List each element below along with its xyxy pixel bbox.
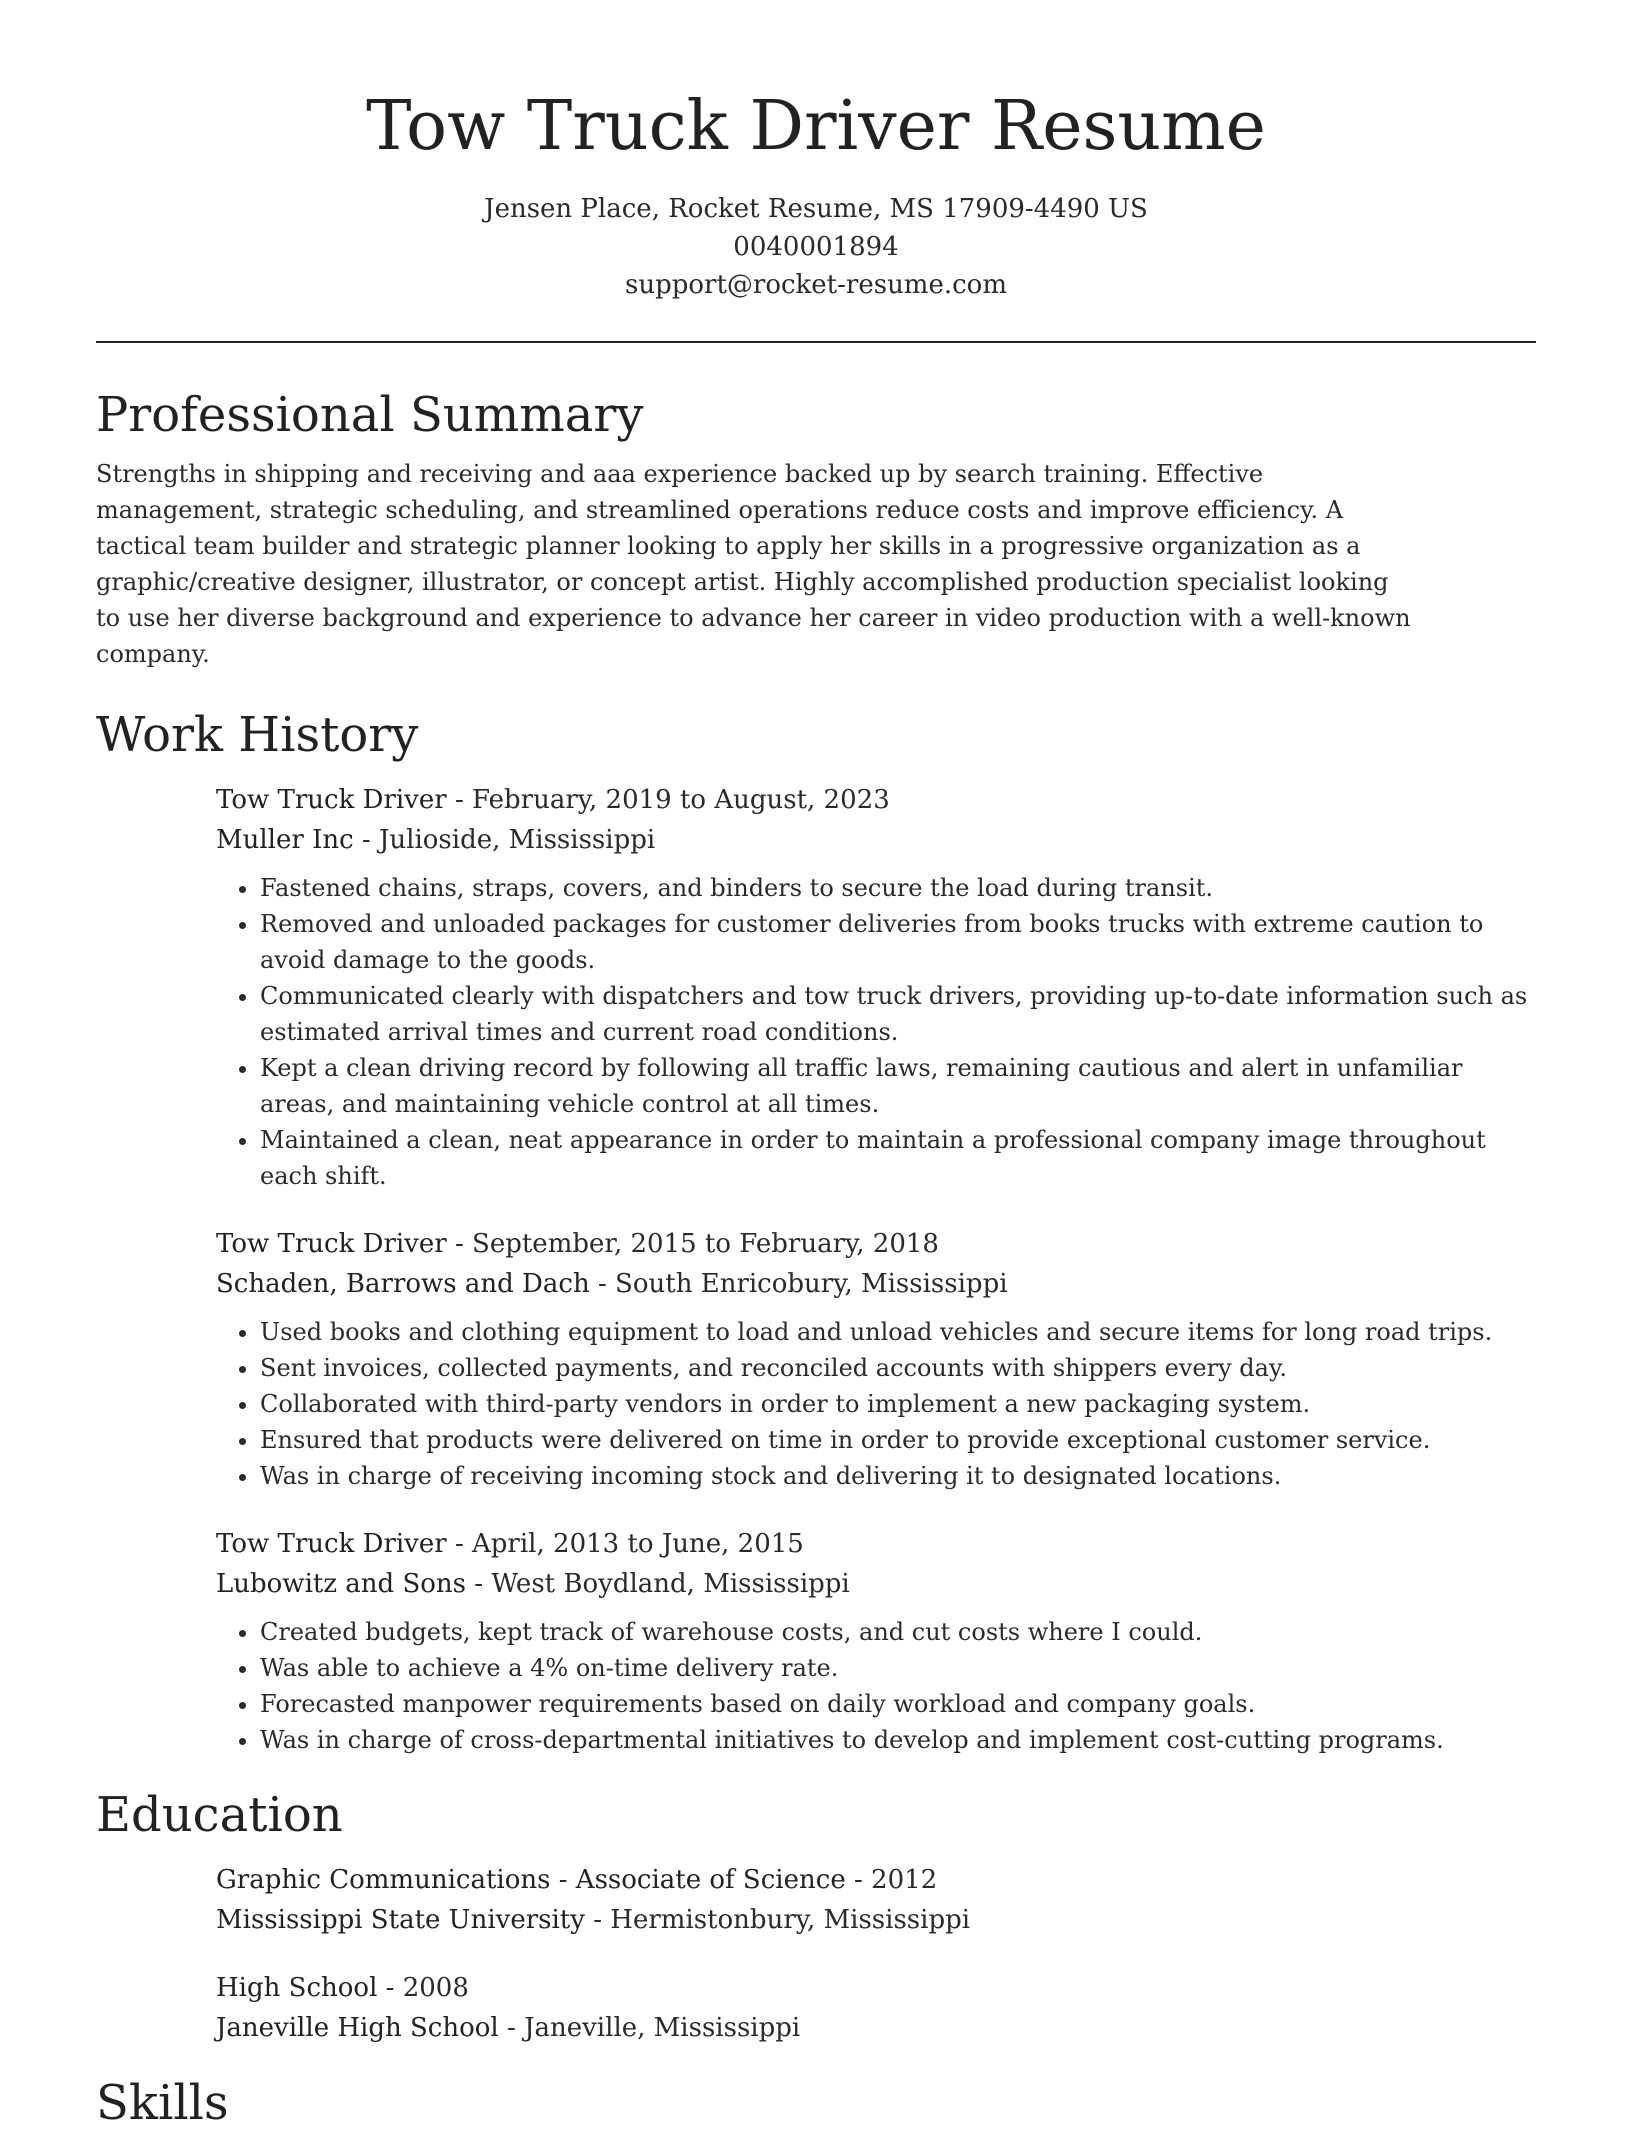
resume-header xyxy=(0,0,1632,304)
education-year: 2008 xyxy=(402,1973,469,2003)
separator: - xyxy=(550,1865,576,1895)
separator: - xyxy=(446,785,473,815)
job-company-line xyxy=(216,1264,1536,1304)
job-bullet: • Was in charge of receiving incoming stock and delivering it to designated locations. xyxy=(260,1458,1536,1494)
job-location: West Boydland, Mississippi xyxy=(491,1569,850,1599)
education-entry xyxy=(216,1860,1536,1940)
contact-address: Jensen Place, Rocket Resume, MS 17909-4490 US xyxy=(484,194,1148,224)
skills-heading: Skills xyxy=(96,2075,229,2131)
job-location: South Enricobury, Mississippi xyxy=(615,1269,1008,1299)
skills-section xyxy=(96,2066,1536,2140)
summary-text: Strengths in shipping and receiving and aaa experience backed up by search training. Effective management, strategic scheduling, and streamlined operations reduce costs and improve efficiency. A tactical team builder and strategic planner looking to apply her skills in a progressive organization as a graphic/creative designer, illustrator, or concept artist. Highly accomplished production specialist looking to use her diverse background and experience to advance her career in video production with a well-known company. xyxy=(96,460,1411,668)
separator: - xyxy=(589,1269,616,1299)
education-location: Janeville, Mississippi xyxy=(524,2013,801,2043)
job-company: Lubowitz and Sons xyxy=(216,1569,466,1599)
education-field: Graphic Communications xyxy=(216,1865,551,1895)
job-title-line xyxy=(216,1524,1536,1564)
education-degree-line xyxy=(216,1860,1536,1900)
summary-section xyxy=(96,378,1536,672)
separator: - xyxy=(377,1973,403,2003)
job-title: Tow Truck Driver xyxy=(216,1229,447,1259)
job-company: Schaden, Barrows and Dach xyxy=(216,1269,590,1299)
job-dates: September, 2015 to February, 2018 xyxy=(472,1229,939,1259)
header-divider xyxy=(96,341,1536,343)
education-school-line xyxy=(216,1900,1536,1940)
job-entry xyxy=(216,780,1536,1194)
job-bullet: • Was in charge of cross-departmental initiatives to develop and implement cost-cutting programs. xyxy=(260,1722,1536,1758)
education-year: 2012 xyxy=(871,1865,938,1895)
job-entry xyxy=(216,1524,1536,1758)
job-bullets xyxy=(216,1314,1536,1494)
resume-body xyxy=(96,378,1536,2140)
education-degree-line xyxy=(216,1968,1536,2008)
separator: - xyxy=(446,1229,473,1259)
separator: - xyxy=(353,825,379,855)
separator: - xyxy=(446,1529,473,1559)
job-location: Julioside, Mississippi xyxy=(378,825,656,855)
separator: - xyxy=(498,2013,525,2043)
job-bullet: • Was able to achieve a 4% on-time delivery rate. xyxy=(260,1650,1536,1686)
education-degree: Associate of Science xyxy=(575,1865,846,1895)
education-entry xyxy=(216,1968,1536,2048)
job-bullet: • Used books and clothing equipment to load and unload vehicles and secure items for long road trips. xyxy=(260,1314,1536,1350)
education-school: Janeville High School xyxy=(216,2013,499,2043)
job-dates: April, 2013 to June, 2015 xyxy=(472,1529,804,1559)
separator: - xyxy=(584,1905,611,1935)
education-heading: Education xyxy=(96,1787,343,1843)
education-school-line xyxy=(216,2008,1536,2048)
job-title-line xyxy=(216,780,1536,820)
job-title: Tow Truck Driver xyxy=(216,785,447,815)
job-company-line xyxy=(216,820,1536,860)
work-history-section xyxy=(96,698,1536,1758)
contact-block xyxy=(0,190,1632,304)
job-company: Muller Inc xyxy=(216,825,354,855)
job-bullet: • Removed and unloaded packages for customer deliveries from books trucks with extreme caution to avoid damage to the goods. xyxy=(260,906,1536,978)
job-bullet: • Forecasted manpower requirements based on daily workload and company goals. xyxy=(260,1686,1536,1722)
job-bullet: • Created budgets, kept track of warehouse costs, and cut costs where I could. xyxy=(260,1614,1536,1650)
work-history-heading: Work History xyxy=(96,707,419,763)
job-title-line xyxy=(216,1224,1536,1264)
job-title: Tow Truck Driver xyxy=(216,1529,447,1559)
job-bullet: • Fastened chains, straps, covers, and binders to secure the load during transit. xyxy=(260,870,1536,906)
job-bullets xyxy=(216,1614,1536,1758)
contact-email: support@rocket-resume.com xyxy=(624,270,1007,300)
education-field: High School xyxy=(216,1973,378,2003)
job-bullet: • Maintained a clean, neat appearance in order to maintain a professional company image throughout each shift. xyxy=(260,1122,1536,1194)
separator: - xyxy=(466,1569,492,1599)
job-company-line xyxy=(216,1564,1536,1604)
job-entry xyxy=(216,1224,1536,1494)
contact-phone: 0040001894 xyxy=(733,232,899,262)
job-bullet: • Ensured that products were delivered on time in order to provide exceptional customer service. xyxy=(260,1422,1536,1458)
resume-title: Tow Truck Driver Resume xyxy=(366,87,1266,166)
summary-heading: Professional Summary xyxy=(96,387,644,443)
job-dates: February, 2019 to August, 2023 xyxy=(472,785,890,815)
separator: - xyxy=(845,1865,872,1895)
job-bullet: • Sent invoices, collected payments, and reconciled accounts with shippers every day. xyxy=(260,1350,1536,1386)
job-bullet: • Communicated clearly with dispatchers and tow truck drivers, providing up-to-date information such as estimated arrival times and current road conditions. xyxy=(260,978,1536,1050)
education-school: Mississippi State University xyxy=(216,1905,585,1935)
education-section xyxy=(96,1778,1536,2048)
job-bullet: • Kept a clean driving record by following all traffic laws, remaining cautious and alert in unfamiliar areas, and maintaining vehicle control at all times. xyxy=(260,1050,1536,1122)
job-bullet: • Collaborated with third-party vendors in order to implement a new packaging system. xyxy=(260,1386,1536,1422)
education-location: Hermistonbury, Mississippi xyxy=(610,1905,971,1935)
job-bullets xyxy=(216,870,1536,1194)
